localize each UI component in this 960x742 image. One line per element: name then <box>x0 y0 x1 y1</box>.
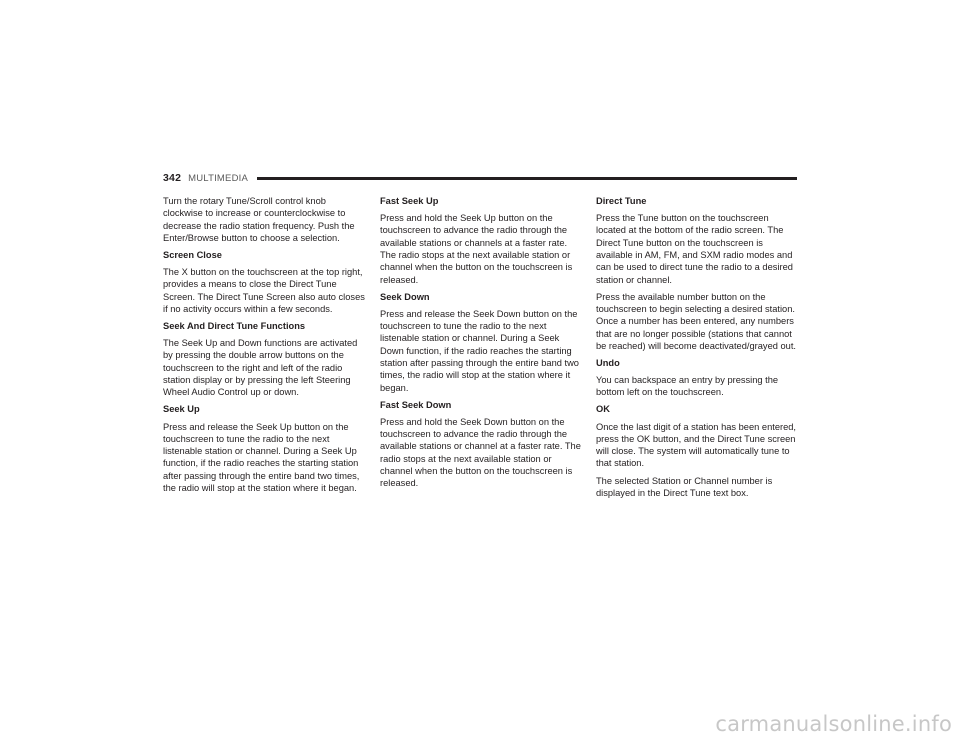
heading-fast-seek-down: Fast Seek Down <box>380 399 452 410</box>
heading-undo: Undo <box>596 357 620 368</box>
heading-screen-close: Screen Close <box>163 249 222 260</box>
heading-direct-tune: Direct Tune <box>596 196 647 206</box>
paragraph-direct-tune-1: Press the Tune button on the touchscreen located at the bottom of the radio screen. The Direct Tune button on the touchscreen is available in AM, FM, and SXM radio modes and can be used to direct tune the radio to a desired station or channel. <box>596 213 793 285</box>
paragraph-fast-seek-up: Press and hold the Seek Up button on the touchscreen to advance the radio through the available stations or channels at a faster rate. The radio stops at the next available station or channel when the button on the touchscreen is released. <box>380 213 573 285</box>
paragraph-seek-down: Press and release the Seek Down button on the touchscreen to tune the radio to the next listenable station or channel. During a Seek Down function, if the radio reaches the starting station after passing through the entire band two times, the radio will stop at the station where it began. <box>380 308 579 393</box>
page-number: 342 <box>163 172 182 184</box>
heading-ok: OK <box>596 404 610 415</box>
paragraph-seek-up: Press and release the Seek Up button on the touchscreen to tune the radio to the next listenable station or channel. During a Seek Up function, if the radio reaches the starting station after passing through the entire band two times, the radio will stop at the station where it began. <box>163 421 360 494</box>
watermark: carmanualsonline.info <box>715 712 952 736</box>
heading-seek-down: Seek Down <box>380 291 430 302</box>
text-column-2 <box>380 195 582 494</box>
paragraph-seek-direct-tune: The Seek Up and Down functions are activated by pressing the double arrow buttons on the touchscreen to the right and left of the radio station display or by pressing the left Steering Wheel Audio Control up or down. <box>163 338 358 398</box>
text-column-1 <box>163 195 365 499</box>
header-rule <box>257 177 797 180</box>
text-column-3 <box>596 195 798 504</box>
paragraph-undo: You can backspace an entry by pressing the bottom left on the touchscreen. <box>596 375 779 398</box>
section-title: MULTIMEDIA <box>188 172 249 184</box>
page-header <box>163 170 797 186</box>
paragraph-direct-tune-2: Press the available number button on the touchscreen to begin selecting a desired station. Once a number has been entered, any numbers that are no longer possible (stations that cannot be reached) will become deactivated/grayed out. <box>596 291 797 351</box>
paragraph-fast-seek-down: Press and hold the Seek Down button on the touchscreen to advance the radio through the available stations or channel at a faster rate. The radio stops at the next available station or channel when the button on the touchscreen is released. <box>380 416 581 489</box>
heading-seek-direct-tune: Seek And Direct Tune Functions <box>163 321 306 332</box>
paragraph-ok-2: The selected Station or Channel number is displayed in the Direct Tune text box. <box>596 475 773 498</box>
paragraph-screen-close: The X button on the touchscreen at the top right, provides a means to close the Direct Tune Screen. The Direct Tune Screen also auto closes if no activity occurs within a few seconds. <box>163 267 365 314</box>
paragraph-ok-1: Once the last digit of a station has been entered, press the OK button, and the Direct Tune screen will close. The system will automatically tune to that station. <box>596 421 797 469</box>
heading-seek-up: Seek Up <box>163 404 200 415</box>
paragraph-tune-knob: Turn the rotary Tune/Scroll control knob clockwise to increase or counterclockwise to decrease the radio station frequency. Push the Enter/Browse button to choose a selection. <box>163 196 355 243</box>
heading-fast-seek-up: Fast Seek Up <box>380 196 439 206</box>
